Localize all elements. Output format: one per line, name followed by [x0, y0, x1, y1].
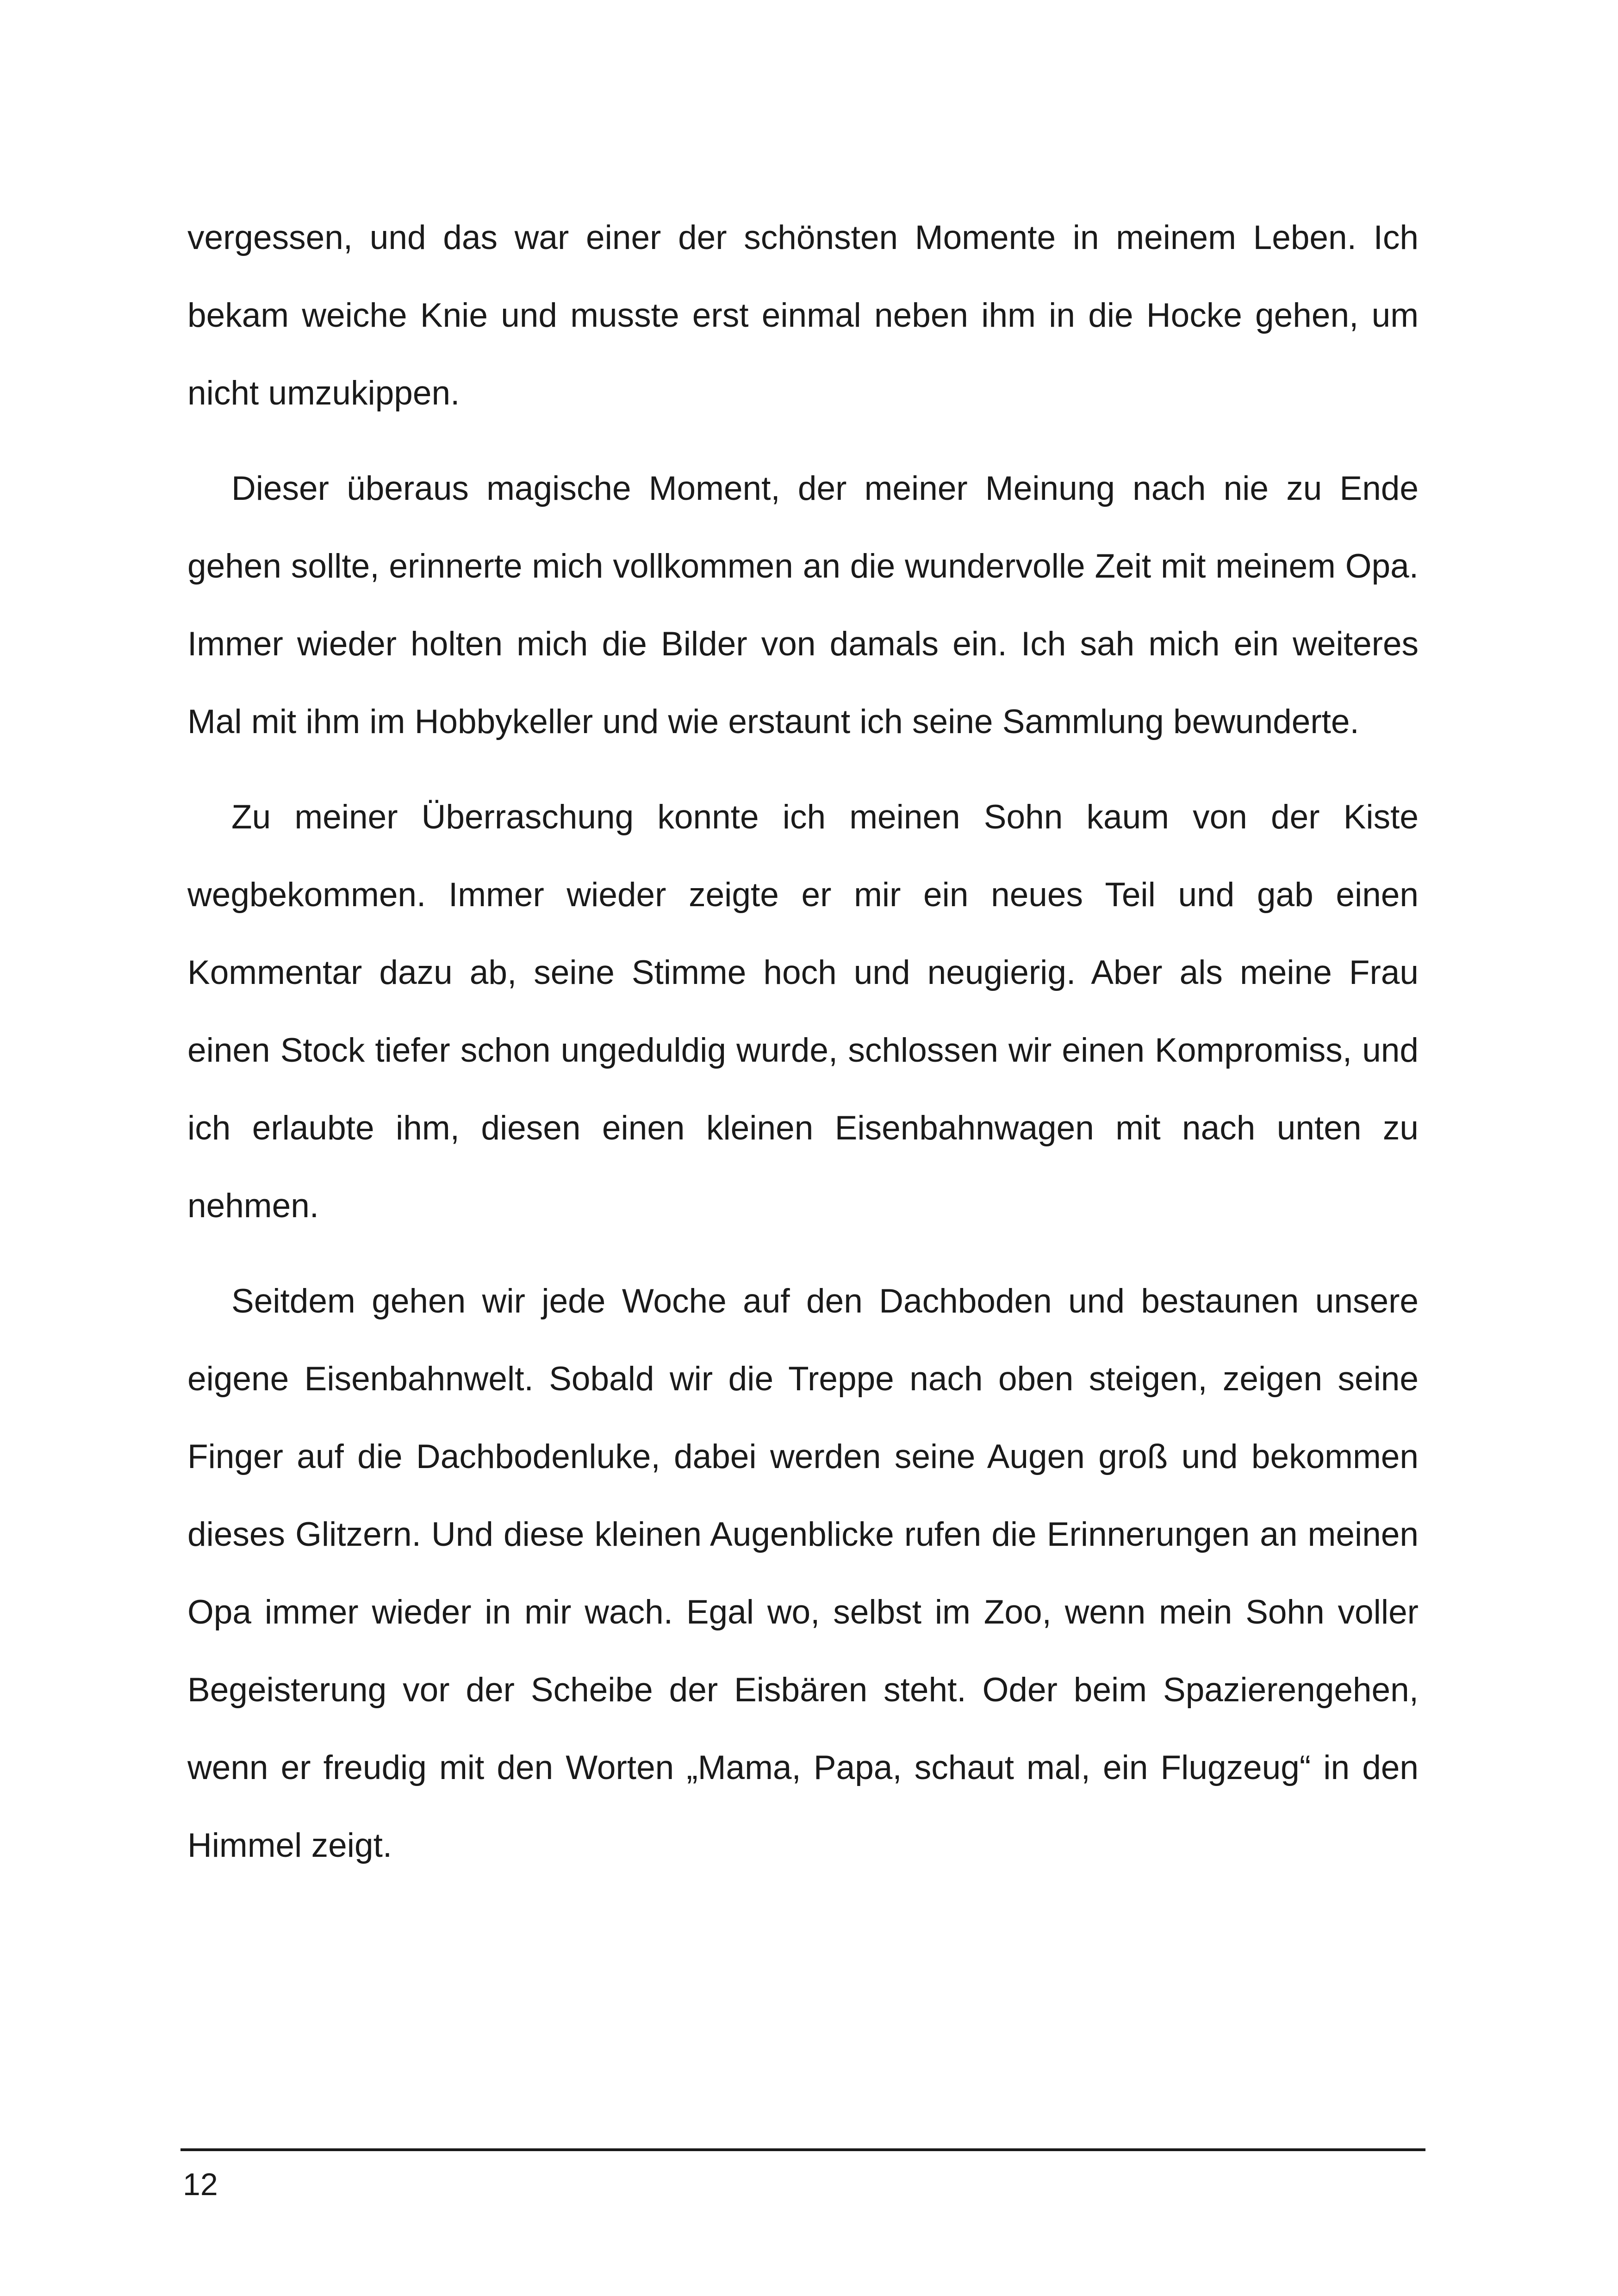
page-number: 12 [183, 2167, 218, 2202]
paragraph-2: Dieser überaus magische Moment, der meiner Meinung nach nie zu Ende gehen sollte, erinnerte mich vollkommen an die wundervolle Zeit mit meinem Opa. Immer wieder holten mich die Bilder von damals ein. Ich sah mich ein weiteres Mal mit ihm im Hobbykeller und wie erstaunt ich seine Sammlung bewunderte. [187, 470, 1419, 740]
paragraph-4: Seitdem gehen wir jede Woche auf den Dachboden und bestaunen unsere eigene Eisenbahnwelt. Sobald wir die Treppe nach oben steigen, zeigen seine Finger auf die Dachbodenluke, dabei werden seine Augen groß und bekommen dieses Glitzern. Und diese kleinen Augenblicke rufen die Erinnerungen an meinen Opa immer wieder in mir wach. Egal wo, selbst im Zoo, wenn mein Sohn voller Begeisterung vor der Scheibe der Eisbären steht. Oder beim Spazierengehen, wenn er freudig mit den Worten „Mama, Papa, schaut mal, ein Flugzeug“ in den Himmel zeigt. [187, 1282, 1419, 1864]
paragraph-3: Zu meiner Überraschung konnte ich meinen Sohn kaum von der Kiste wegbekommen. Immer wieder zeigte er mir ein neues Teil und gab einen Kommentar dazu ab, seine Stimme hoch und neugierig. Aber als meine Frau einen Stock tiefer schon ungeduldig wurde, schlossen wir einen Kompromiss, und ich erlaubte ihm, diesen einen kleinen Eisenbahnwagen mit nach unten zu nehmen. [187, 798, 1419, 1225]
body-text [187, 199, 1419, 1885]
footer-divider [180, 2148, 1425, 2151]
paragraph-1: vergessen, und das war einer der schönsten Momente in meinem Leben. Ich bekam weiche Knie und musste erst einmal neben ihm in die Hocke gehen, um nicht umzukippen. [187, 219, 1419, 412]
